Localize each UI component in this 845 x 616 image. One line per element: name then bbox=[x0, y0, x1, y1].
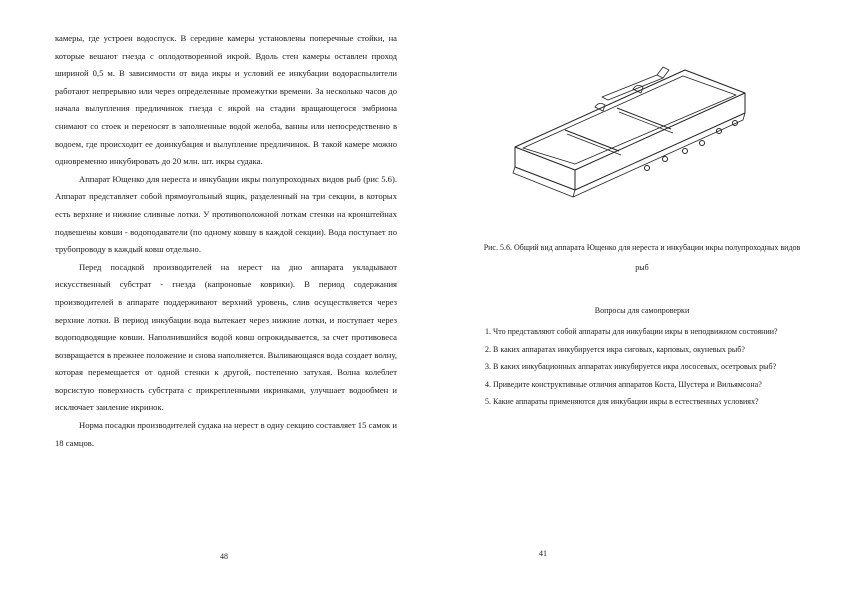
questions-title: Вопросы для самопроверки bbox=[594, 306, 690, 315]
paragraph-3: Перед посадкой производителей на нерест на дно аппарата укладывают искусственный субстрат - гнезда (капроновые коврики). В период содержания производителей в аппарате поддерживают верхний уровень, слив осуществляется через верхние лотки. В период инкубации вода вытекает через нижние лотки, и поступает через водоподводящие ковши. Наполнившийся водой ковш опрокидывается, за счет противовеса возвращается в прежнее положение и снова наполняется. Выливающаяся вода создает волну, которая перемещается от одной стенки к другой, постепенно затухая. Волна колеблет ворсистую поверхность субстрата с прикрепленными икринками, улучшает водообмен и исключает заиление икринок. bbox=[55, 261, 397, 413]
page-number-right: 41 bbox=[539, 549, 547, 558]
question-item: 1. Что представляют собой аппараты для инкубации икры в неподвижном состоянии? bbox=[485, 327, 778, 336]
page-number-left: 48 bbox=[220, 552, 228, 561]
paragraph-1: камеры, где устроен водоспуск. В середине камеры установлены поперечные стойки, на которые вешают гнезда с оплодотворенной икрой. Вдоль стен камеры оставлен проход шириной 0,5 м. В зависимости от вида икры и условий ее инкубации водораспылители работают непрерывно или через определенные промежутки времени. За несколько часов до начала вылупления предличинок гнезда с икрой на стадии вращающегося эмбриона снимают со стоек и переносят в заполненные водой желоба, ванны или непосредственно в водоем, где происходит ее доинкубация и вылупление предличинок. В такой камере можно одновременно инкубировать до 20 млн. шт. икры судака. bbox=[55, 33, 397, 167]
right-page bbox=[422, 0, 845, 616]
questions-list bbox=[455, 324, 811, 412]
left-page bbox=[0, 0, 422, 616]
paragraph-2: Аппарат Ющенко для нереста и инкубации икры полупроходных видов рыб (рис 5.6). Аппарат представляет собой прямоугольный ящик, разделенный на три секции, в которых есть верхние и нижние сливные лотки. У противоположной лоткам стенки на кронштейнах подвешены ковши - водоподаватели (по одному ковшу в каждой секции). Вода поступает по трубопроводу в каждый ковш отдельно. bbox=[55, 173, 397, 255]
left-text-column bbox=[55, 30, 397, 452]
question-item: 5. Какие аппараты применяются для инкубации икры в естественных условиях? bbox=[485, 397, 759, 406]
paragraph-4: Норма посадки производителей судака на нерест в одну секцию составляет 15 самок и 18 самцов. bbox=[55, 420, 397, 448]
figure-caption: Рис. 5.6. Общий вид аппарата Ющенко для нереста и инкубации икры полупроходных видов рыб bbox=[483, 243, 801, 272]
question-item: 4. Приведите конструктивные отличия аппаратов Коста, Шустера и Вильямсона? bbox=[485, 379, 762, 389]
incubation-apparatus-drawing-icon bbox=[507, 45, 752, 230]
question-item: 2. В каких аппаратах инкубируется икра сиговых, карповых, окуневых рыб? bbox=[485, 344, 745, 354]
question-item: 3. В каких инкубационных аппаратах инкубируется икра лососевых, осетровых рыб? bbox=[485, 362, 777, 371]
